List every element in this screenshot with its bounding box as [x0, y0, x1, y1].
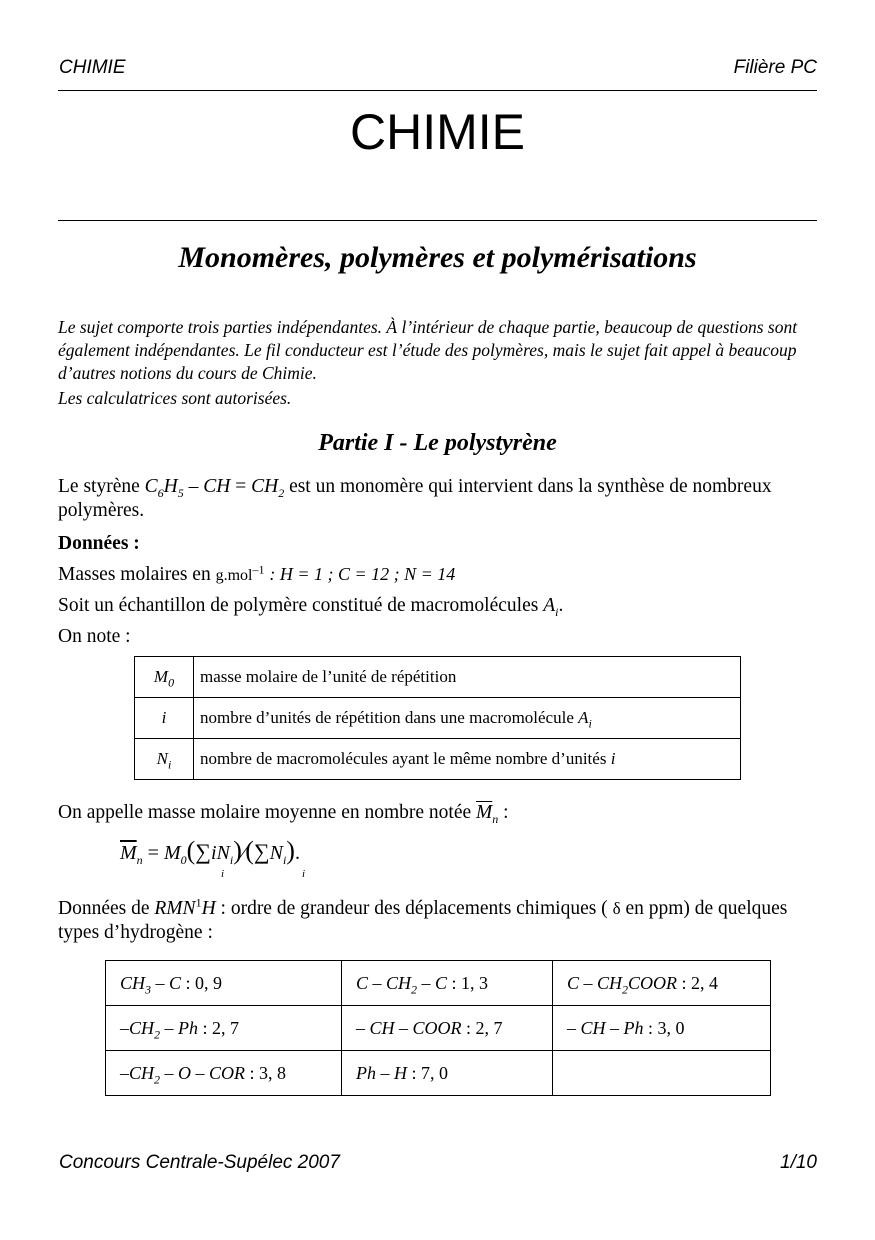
donnees-label: Données : [58, 533, 140, 554]
rmn-cell: C – $CH_2$ – C : 1, 3 [342, 961, 553, 1006]
masses-unit: g.mol$^{-1}$ [215, 562, 265, 584]
styrene-formula: $C_6H_5$ – CH = $CH_2$ [144, 476, 285, 500]
desc-ni: nombre de macromolécules ayant le même nombre d’unités i [194, 739, 741, 780]
title-rule [58, 220, 817, 221]
part-heading: Partie I - Le polystyrène [318, 430, 557, 456]
styrene-text-a: Le styrène [58, 476, 140, 497]
rmn-cell: Ph – H : 7, 0 [342, 1051, 553, 1096]
rmn-text-a: Données de [58, 898, 150, 919]
echantillon-line: Soit un échantillon de polymère constitué de macromolécules $A_i$. [58, 595, 564, 619]
page-title: CHIMIE [350, 104, 525, 160]
masses-label: Masses molaires en [58, 564, 211, 585]
rmn-cell: – CH – Ph : 3, 0 [553, 1006, 771, 1051]
masse-moyenne-text: On appelle masse molaire moyenne en nombre notée [58, 802, 472, 823]
header-left: CHIMIE [59, 57, 126, 78]
rmn-table [105, 960, 771, 1096]
styrene-text-b: est un monomère qui intervient dans la synthèse de nombreux polymères. [58, 476, 772, 521]
rmn-symbol: RMN$^1$H [154, 895, 216, 919]
table-row [135, 657, 741, 698]
intro-calculators: Les calculatrices sont autorisées. [58, 388, 292, 408]
rmn-text-c: en ppm) de quelques types d’hydrogène : [58, 898, 788, 943]
page-number: 1/10 [780, 1152, 817, 1173]
sym-ni: $N_i$ [135, 739, 194, 780]
desc-i: nombre d’unités de répétition dans une macromolécule $A_i$ [194, 698, 741, 739]
intro-paragraph: Le sujet comporte trois parties indépendantes. À l’intérieur de chaque partie, beaucoup de questions sont également indépendantes. Le fil conducteur est l’étude des polymères, mais le sujet fait appel à beaucoup d’autres notions du cours de Chimie. [58, 317, 798, 383]
rmn-cell: $-CH_2$ – O – COR : 3, 8 [106, 1051, 342, 1096]
header-rule [58, 90, 817, 91]
rmn-cell: $CH_3$ – C : 0, 9 [106, 961, 342, 1006]
rmn-paragraph [58, 897, 820, 945]
desc-m0: masse molaire de l’unité de répétition [194, 657, 741, 698]
footer-left: Concours Centrale-Supélec 2007 [59, 1152, 340, 1173]
sum-index-1: i [221, 868, 225, 880]
table-row [106, 1051, 771, 1096]
header-right: Filière PC [733, 57, 817, 78]
ai-symbol: $A_i$ [543, 595, 559, 619]
subject-title: Monomères, polymères et polymérisations [178, 241, 697, 274]
masse-moyenne-line: On appelle masse molaire moyenne en nombre notée $\overline{M}_n$ : [58, 802, 509, 826]
rmn-text-b: : ordre de grandeur des déplacements chimiques ( [220, 898, 608, 919]
rmn-cell: $-CH_2$ – Ph : 2, 7 [106, 1006, 342, 1051]
sum-index-2: i [302, 868, 306, 880]
echantillon-text: Soit un échantillon de polymère constitué de macromolécules [58, 595, 539, 616]
delta-symbol: δ [612, 899, 621, 918]
rmn-cell: C – $CH_2COOR$ : 2, 4 [553, 961, 771, 1006]
table-row [106, 961, 771, 1006]
masses-molaires [58, 562, 820, 588]
on-note: On note : [58, 626, 131, 647]
styrene-paragraph [58, 475, 820, 523]
table-row [135, 698, 741, 739]
mn-formula: $\overline{M}_n$ = $M_0(\sum iN_i)⁄(\sum N_i)$. [120, 836, 300, 867]
sym-i: i [135, 698, 194, 739]
mn-symbol: $\overline{M}_n$ [476, 802, 499, 826]
rmn-cell: – CH – COOR : 2, 7 [342, 1006, 553, 1051]
table-row [135, 739, 741, 780]
masses-values: : H = 1 ; C = 12 ; N = 14 [269, 564, 456, 584]
notation-table [134, 656, 741, 780]
sym-m0: $M_0$ [135, 657, 194, 698]
table-row [106, 1006, 771, 1051]
intro [58, 316, 820, 410]
rmn-cell-empty [553, 1051, 771, 1096]
